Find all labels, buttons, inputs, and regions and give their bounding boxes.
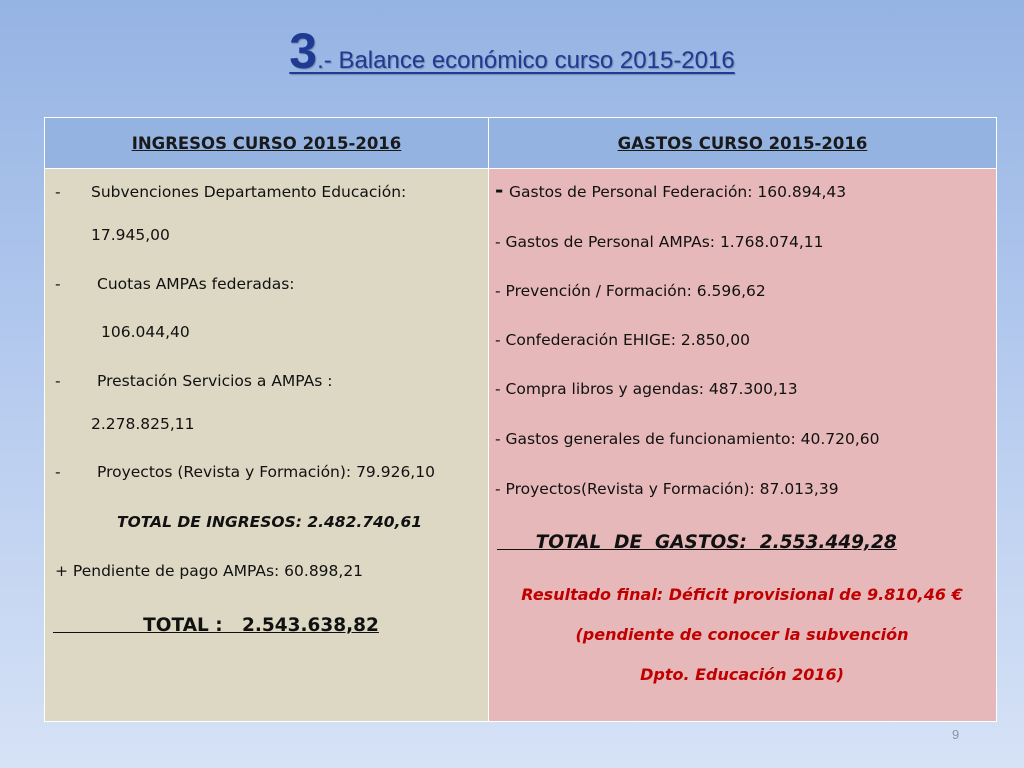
ingresos-item3-value: 2.278.825,11 bbox=[91, 415, 195, 433]
slide-title-number: 3 bbox=[289, 23, 318, 79]
ingresos-header: INGRESOS CURSO 2015-2016 bbox=[45, 118, 489, 169]
gastos-item5: - Compra libros y agendas: 487.300,13 bbox=[495, 380, 798, 398]
total-ingresos: TOTAL DE INGRESOS: 2.482.740,61 bbox=[117, 513, 423, 531]
ingresos-item1-dash: - bbox=[55, 183, 61, 201]
ingresos-item2-label: Cuotas AMPAs federadas: bbox=[97, 275, 295, 293]
total-final: TOTAL : 2.543.638,82 bbox=[53, 615, 379, 636]
ingresos-item1-label: Subvenciones Departamento Educación: bbox=[91, 183, 407, 201]
ingresos-item3-label: Prestación Servicios a AMPAs : bbox=[97, 372, 333, 390]
resultado-nota-1: (pendiente de conocer la subvención bbox=[575, 625, 909, 644]
balance-table bbox=[44, 117, 997, 722]
gastos-item1: Gastos de Personal Federación: 160.894,43 bbox=[509, 183, 847, 201]
pendiente-pago: + Pendiente de pago AMPAs: 60.898,21 bbox=[55, 562, 364, 580]
ingresos-item3-dash: - bbox=[55, 372, 61, 390]
gastos-header: GASTOS CURSO 2015-2016 bbox=[489, 118, 997, 169]
ingresos-item4-dash: - bbox=[55, 463, 61, 481]
page-number: 9 bbox=[952, 727, 960, 742]
gastos-item3: - Prevención / Formación: 6.596,62 bbox=[495, 282, 766, 300]
resultado-final: Resultado final: Déficit provisional de 9.810,46 € bbox=[521, 585, 963, 604]
ingresos-column bbox=[45, 169, 489, 722]
total-gastos: TOTAL DE GASTOS: 2.553.449,28 bbox=[497, 532, 897, 553]
ingresos-item2-dash: - bbox=[55, 275, 61, 293]
slide-title bbox=[0, 22, 1024, 80]
gastos-item6: - Gastos generales de funcionamiento: 40.720,60 bbox=[495, 430, 880, 448]
ingresos-item2-value: 106.044,40 bbox=[101, 323, 190, 341]
resultado-nota-2: Dpto. Educación 2016) bbox=[640, 665, 844, 684]
gastos-item2: - Gastos de Personal AMPAs: 1.768.074,11 bbox=[495, 233, 824, 251]
gastos-item1-dash: - bbox=[495, 178, 504, 202]
gastos-item7: - Proyectos(Revista y Formación): 87.013,39 bbox=[495, 480, 839, 498]
slide-title-text: .- Balance económico curso 2015-2016 bbox=[317, 47, 735, 74]
gastos-item4: - Confederación EHIGE: 2.850,00 bbox=[495, 331, 750, 349]
ingresos-item1-value: 17.945,00 bbox=[91, 226, 170, 244]
gastos-column bbox=[489, 169, 997, 722]
ingresos-item4: Proyectos (Revista y Formación): 79.926,10 bbox=[97, 463, 435, 481]
